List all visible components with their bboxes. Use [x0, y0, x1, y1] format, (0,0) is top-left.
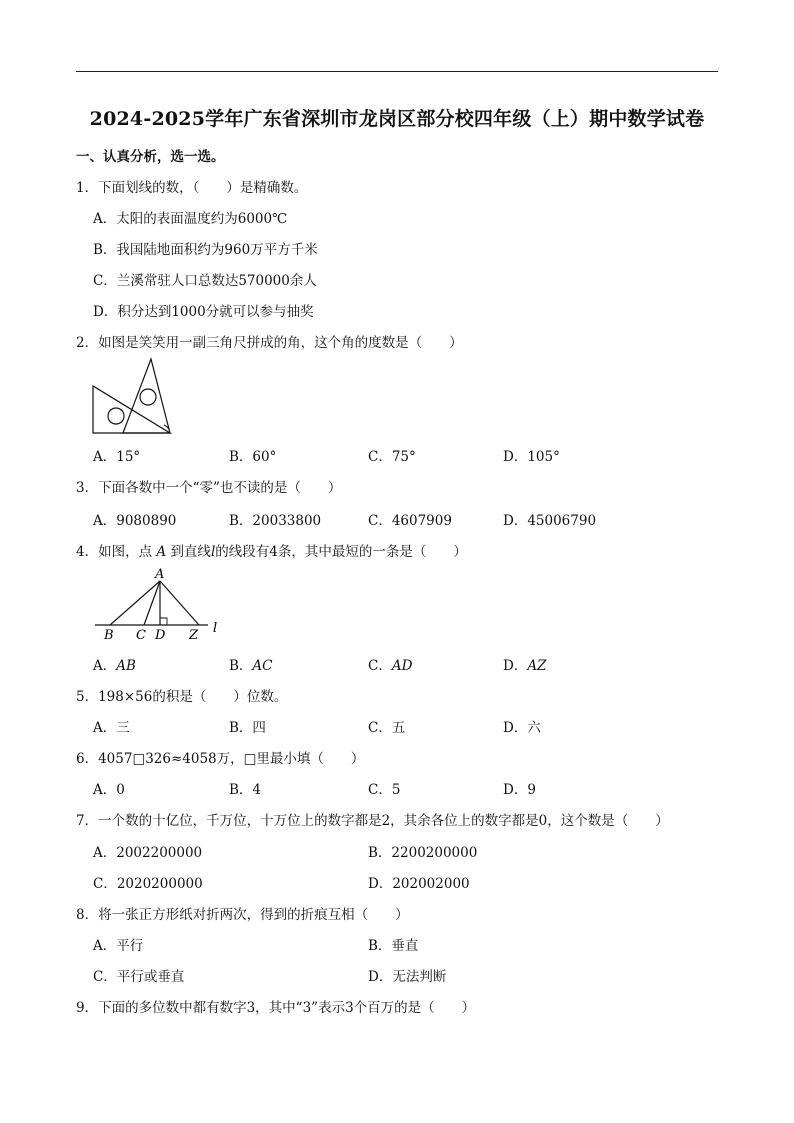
question-7-stem: 7．一个数的十亿位，千万位，十万位上的数字都是2，其余各位上的数字都是0，这个数是（ ）: [76, 813, 669, 829]
question-8-option-d[interactable]: D．无法判断: [368, 969, 447, 985]
question-4-stem-part2: 到直线: [170, 544, 211, 560]
question-3-stem: 3．下面各数中一个“零”也不读的是（ ）: [76, 480, 342, 496]
question-8-stem: 8．将一张正方形纸对折两次，得到的折痕互相（ ）: [76, 907, 409, 923]
question-7-option-a[interactable]: A．2002200000: [93, 845, 203, 861]
label-z: Z: [189, 628, 199, 643]
option-letter: B．: [229, 658, 253, 674]
question-4-option-c[interactable]: [368, 654, 412, 674]
question-3-option-d[interactable]: D．45006790: [503, 513, 597, 529]
question-5-option-a[interactable]: A．三: [93, 720, 130, 736]
ruler-hole-right: [140, 389, 156, 405]
question-2-stem: 2．如图是笑笑用一副三角尺拼成的角，这个角的度数是（ ）: [76, 335, 463, 351]
question-6-option-b[interactable]: B．4: [229, 782, 262, 798]
question-2-option-d[interactable]: D．105°: [503, 449, 560, 465]
ruler-triangle-right: [123, 359, 170, 433]
question-3-option-c[interactable]: C．4607909: [368, 513, 452, 529]
question-5-stem: 5．198×56的积是（ ）位数。: [76, 689, 288, 705]
question-4-point-a: A: [156, 544, 167, 560]
question-4-stem-part1: 4．如图，点: [76, 544, 153, 560]
option-letter: C．: [368, 658, 392, 674]
option-value: AC: [252, 658, 273, 674]
question-8-option-a[interactable]: A．平行: [93, 938, 144, 954]
question-5-option-c[interactable]: C．五: [368, 720, 406, 736]
question-1-option-a[interactable]: A．太阳的表面温度约为6000℃: [93, 211, 288, 227]
question-4-option-d[interactable]: [503, 654, 546, 674]
triangle-rulers-figure: [88, 356, 178, 436]
question-6-option-d[interactable]: D．9: [503, 782, 536, 798]
option-letter: D．: [503, 658, 528, 674]
page-title: 2024-2025学年广东省深圳市龙岗区部分校四年级（上）期中数学试卷: [89, 108, 705, 130]
header-rule: [76, 71, 718, 72]
label-d: D: [155, 628, 166, 643]
question-5-option-b[interactable]: B．四: [229, 720, 266, 736]
option-letter: A．: [93, 658, 117, 674]
option-value: AB: [116, 658, 136, 674]
question-4-stem: [76, 540, 467, 560]
question-2-option-c[interactable]: C．75°: [368, 449, 416, 465]
question-7-option-b[interactable]: B．2200200000: [368, 845, 478, 861]
question-1-option-c[interactable]: C．兰溪常驻人口总数达570000余人: [93, 273, 317, 289]
option-value: AZ: [527, 658, 547, 674]
question-1-stem: 1．下面划线的数，（ ）是精确数。: [76, 180, 308, 196]
question-4-stem-part3: 的线段有4条，其中最短的一条是（ ）: [215, 544, 467, 560]
ruler-hole-left: [108, 408, 124, 424]
question-9-stem: 9．下面的多位数中都有数字3，其中“3”表示3个百万的是（ ）: [76, 1000, 476, 1016]
label-l: l: [213, 621, 218, 636]
label-a: A: [155, 567, 165, 582]
question-7-option-c[interactable]: C．2020200000: [93, 876, 203, 892]
question-6-option-a[interactable]: A．0: [93, 782, 125, 798]
question-6-stem: 6．4057□326≈4058万，□里最小填（ ）: [76, 751, 365, 767]
question-1-option-d[interactable]: D．积分达到1000分就可以参与抽奖: [93, 304, 314, 320]
question-6-option-c[interactable]: C．5: [368, 782, 401, 798]
question-4-option-b[interactable]: [229, 654, 273, 674]
question-4-option-a[interactable]: [93, 654, 136, 674]
question-8-option-c[interactable]: C．平行或垂直: [93, 969, 185, 985]
question-8-option-b[interactable]: B．垂直: [368, 938, 419, 954]
question-2-option-b[interactable]: B．60°: [229, 449, 277, 465]
option-value: AD: [391, 658, 413, 674]
question-2-option-a[interactable]: A．15°: [93, 449, 141, 465]
question-4-line-l: l: [210, 544, 216, 560]
question-7-option-d[interactable]: D．202002000: [368, 876, 470, 892]
question-3-option-a[interactable]: A．9080890: [93, 513, 177, 529]
question-5-option-d[interactable]: D．六: [503, 720, 541, 736]
label-c: C: [136, 628, 146, 643]
label-b: B: [104, 628, 114, 643]
question-1-option-b[interactable]: B．我国陆地面积约为960万平方千米: [93, 242, 318, 258]
right-angle-mark: [160, 618, 167, 625]
section-heading: 一、认真分析，选一选。: [76, 149, 225, 165]
question-3-option-b[interactable]: B．20033800: [229, 513, 322, 529]
point-line-figure: [92, 565, 232, 643]
